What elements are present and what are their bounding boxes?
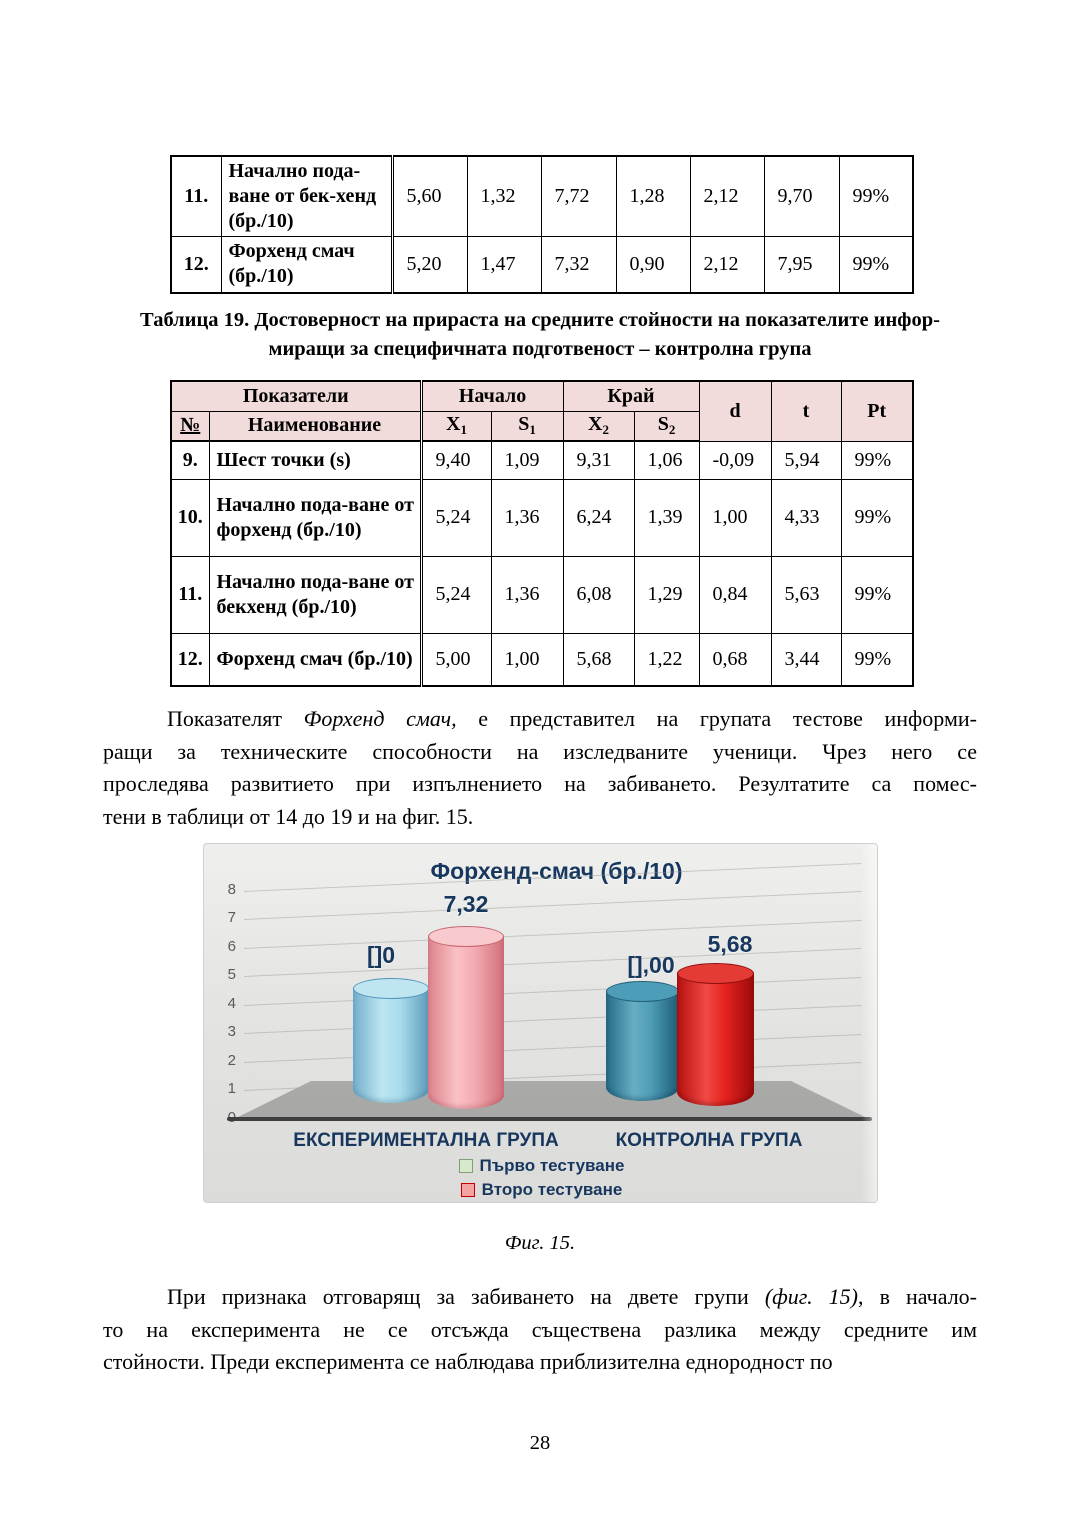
value-cell: 4,33	[771, 479, 841, 556]
value-cell: 0,90	[616, 237, 690, 293]
row-number: 12.	[171, 237, 221, 293]
y-axis-tick: 1	[227, 1080, 236, 1097]
header-t: t	[771, 381, 841, 441]
value-cell: 99%	[839, 156, 913, 237]
partial-table-18	[170, 155, 914, 294]
category-label-control: КОНТРОЛНА ГРУПА	[615, 1130, 803, 1151]
legend-swatch-second	[461, 1183, 475, 1197]
value-cell: 1,29	[634, 556, 699, 633]
paragraph-line: тени в таблици от 14 до 19 и на фиг. 15.	[103, 803, 474, 829]
legend-label: Първо тестуване	[479, 1156, 625, 1175]
value-cell: 7,32	[541, 237, 616, 293]
value-cell: 5,20	[392, 237, 467, 293]
row-number: 11.	[171, 556, 209, 633]
table-row	[171, 479, 913, 556]
value-cell: 1,36	[491, 556, 563, 633]
y-axis-tick: 7	[227, 909, 236, 926]
value-cell: 1,39	[634, 479, 699, 556]
x-axis-line	[227, 1117, 872, 1121]
legend-swatch-first	[459, 1159, 473, 1173]
paragraph-1	[103, 703, 977, 833]
value-cell: 99%	[841, 441, 913, 479]
legend-entry-second-test	[204, 1180, 878, 1200]
table-row	[171, 633, 913, 686]
value-cell: 7,95	[764, 237, 839, 293]
y-axis-tick: 4	[227, 995, 236, 1012]
paragraph-line: ращи за техническите способности на изследваните ученици. Чрез него се	[103, 738, 977, 764]
caption-line: Таблица 19. Достоверност на прираста на средните стойности на показателите инфор-	[140, 309, 940, 331]
value-cell: 1,00	[491, 633, 563, 686]
paragraph-2	[103, 1281, 977, 1379]
legend-label: Второ тестуване	[481, 1180, 623, 1199]
figure-15-chart	[203, 843, 878, 1203]
value-cell: 5,63	[771, 556, 841, 633]
value-cell: 1,32	[467, 156, 541, 237]
value-cell: 1,00	[699, 479, 771, 556]
table-row	[171, 556, 913, 633]
value-cell: 1,28	[616, 156, 690, 237]
gridline	[244, 1005, 861, 1034]
paragraph-line: проследява развитието при изпълнението на забиването. Резултатите са помес-	[103, 771, 977, 796]
header-row	[171, 381, 913, 411]
value-cell: 2,12	[690, 237, 764, 293]
chart-title: Форхенд-смач (бр./10)	[430, 858, 683, 884]
value-cell: 5,94	[771, 441, 841, 479]
table-19-caption	[103, 306, 977, 364]
y-axis-tick: 6	[227, 938, 236, 955]
value-cell: 5,24	[421, 556, 491, 633]
header-nachalo: Начало	[421, 381, 563, 411]
caption-line: миращи за специфичната подготвеност – контролна група	[268, 338, 812, 360]
paragraph-line: то на експеримента не се отсъжда съществена разлика между средните им	[103, 1316, 977, 1342]
y-axis-tick: 5	[227, 966, 236, 983]
table-row	[171, 441, 913, 479]
bar-control-first-test	[606, 981, 679, 1101]
gridline	[244, 948, 861, 977]
category-label-experimental: ЕКСПЕРИМЕНТАЛНА ГРУПА	[293, 1130, 559, 1151]
value-cell: 6,08	[563, 556, 634, 633]
header-kraj: Край	[563, 381, 699, 411]
data-label: [],00	[627, 952, 675, 978]
header-x1: $X_1$	[421, 411, 491, 441]
header-s1: $S_1$	[491, 411, 563, 441]
header-pt: Pt	[841, 381, 913, 441]
row-number: 9.	[171, 441, 209, 479]
data-label: 7,32	[443, 891, 489, 917]
bar-control-second-test	[677, 963, 754, 1106]
value-cell: 99%	[841, 633, 913, 686]
y-axis-tick: 8	[227, 881, 236, 898]
value-cell: 1,09	[491, 441, 563, 479]
data-label: []0	[366, 942, 396, 968]
value-cell: 1,47	[467, 237, 541, 293]
table-19	[170, 380, 914, 687]
value-cell: 9,70	[764, 156, 839, 237]
gridline	[244, 920, 861, 949]
value-cell: 5,68	[563, 633, 634, 686]
indicator-name: Шест точки (s)	[209, 441, 421, 479]
bar-experimental-second-test	[428, 926, 504, 1109]
header-s2: $S_2$	[634, 411, 699, 441]
header-pokazateli: Показатели	[171, 381, 421, 411]
value-cell: 5,24	[421, 479, 491, 556]
header-x2: $X_2$	[563, 411, 634, 441]
figure-caption: Фиг. 15.	[504, 1232, 576, 1254]
indicator-name: Начално пода-ване от бек-хенд (бр./10)	[221, 156, 392, 237]
gridline	[244, 891, 861, 920]
value-cell: -0,09	[699, 441, 771, 479]
paragraph-line: стойности. Преди експеримента се наблюдава приблизителна еднородност по	[103, 1349, 833, 1374]
value-cell: 1,06	[634, 441, 699, 479]
paragraph-line: При признака отговарящ за забиването на двете групи (фиг. 15), в начало-	[167, 1284, 978, 1309]
value-cell: 2,12	[690, 156, 764, 237]
bar-experimental-first-test	[353, 978, 429, 1103]
value-cell: 0,84	[699, 556, 771, 633]
row-number: 12.	[171, 633, 209, 686]
value-cell: 99%	[841, 556, 913, 633]
value-cell: 99%	[841, 479, 913, 556]
row-number: 10.	[171, 479, 209, 556]
paragraph-line: Показателят Форхенд смач, е представител на групата тестове информи-	[167, 706, 977, 731]
row-number: 11.	[171, 156, 221, 237]
value-cell: 0,68	[699, 633, 771, 686]
value-cell: 5,00	[421, 633, 491, 686]
value-cell: 1,22	[634, 633, 699, 686]
page-number: 28	[529, 1432, 551, 1454]
value-cell: 99%	[839, 237, 913, 293]
header-d: d	[699, 381, 771, 441]
table-row	[171, 237, 913, 293]
value-cell: 6,24	[563, 479, 634, 556]
value-cell: 9,40	[421, 441, 491, 479]
legend-entry-first-test	[204, 1156, 878, 1176]
indicator-name: Форхенд смач (бр./10)	[209, 633, 421, 686]
gridline	[244, 1034, 861, 1063]
y-axis-tick: 2	[227, 1052, 236, 1069]
header-name: Наименование	[209, 411, 421, 441]
value-cell: 9,31	[563, 441, 634, 479]
value-cell: 1,36	[491, 479, 563, 556]
indicator-name: Начално пода-ване от форхенд (бр./10)	[209, 479, 421, 556]
indicator-name: Начално пода-ване от бекхенд (бр./10)	[209, 556, 421, 633]
data-label: 5,68	[707, 931, 753, 957]
indicator-name: Форхенд смач (бр./10)	[221, 237, 392, 293]
header-num: №	[171, 411, 209, 441]
gridline	[244, 977, 861, 1006]
value-cell: 3,44	[771, 633, 841, 686]
value-cell: 7,72	[541, 156, 616, 237]
value-cell: 5,60	[392, 156, 467, 237]
table-row	[171, 156, 913, 237]
y-axis-tick: 3	[227, 1023, 236, 1040]
